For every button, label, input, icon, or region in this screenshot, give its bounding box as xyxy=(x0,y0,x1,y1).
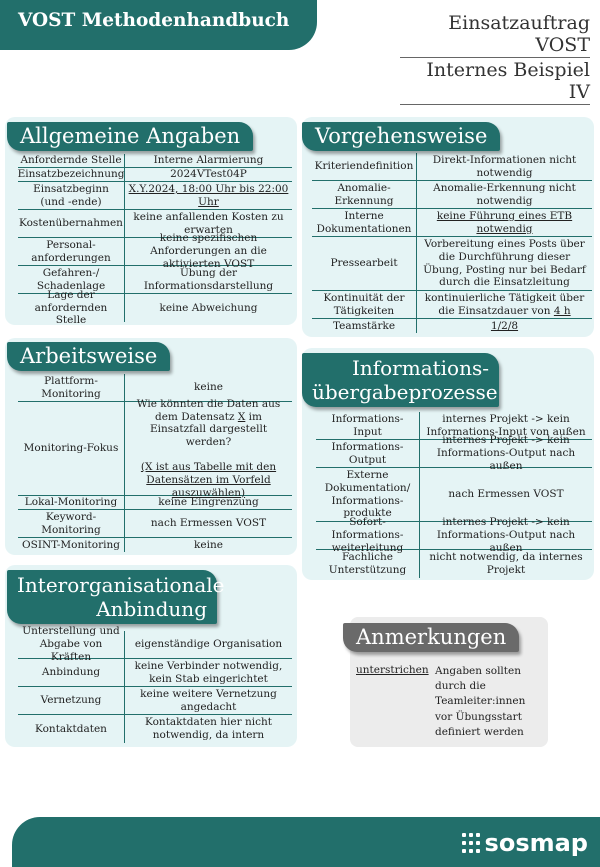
focus-text-b: im Einsatzfall dargestellt werden? xyxy=(149,410,268,449)
row-label: Anbindung xyxy=(18,659,125,686)
table-row xyxy=(18,182,292,210)
row-label: Fachliche Unterstützung xyxy=(316,550,420,578)
table-row xyxy=(316,516,592,554)
table-row xyxy=(312,291,592,319)
interorganisationale-title-line1: Interorganisationale xyxy=(17,573,225,597)
row-label: Kontaktdaten xyxy=(18,715,125,743)
row-label: Informations-Input xyxy=(316,412,420,439)
table-row xyxy=(18,659,292,687)
row-label: Sofort-Informations-weiterleitung xyxy=(316,522,420,549)
row-value: Direkt-Informationen nicht notwendig xyxy=(432,153,577,179)
focus-dataset-x: X xyxy=(237,410,246,423)
table-row xyxy=(316,550,592,578)
informationsuebergabe-title-line2: übergabeprozesse xyxy=(312,380,498,404)
footer-bar xyxy=(12,817,600,867)
row-label: Kontinuität der Tätigkeiten xyxy=(312,291,417,318)
row-value: Anomalie-Erkennung nicht notwendig xyxy=(433,181,576,207)
row-label: Informations-Output xyxy=(316,440,420,467)
row-value: Übung der Informationsdarstellung xyxy=(143,266,274,292)
table-row xyxy=(316,468,592,522)
informationsuebergabe-title xyxy=(302,353,499,407)
vorgehensweise-table xyxy=(312,153,592,333)
anmerkungen-text: Angaben sollten durch die Teamleiter:innen vor Übungsstart definiert werden xyxy=(435,665,526,738)
row-value: keine xyxy=(194,381,223,394)
row-value: Interne Alarmierung xyxy=(153,154,264,167)
row-label: Lage der anfordernden Stelle xyxy=(18,294,125,322)
row-label: Lokal-Monitoring xyxy=(18,496,125,509)
brand-name: sosmap xyxy=(484,829,588,857)
informationsuebergabe-table xyxy=(316,412,592,578)
table-row xyxy=(312,319,592,333)
row-label: Unterstellung und Abgabe von Kräften xyxy=(18,631,125,658)
brand-logo xyxy=(460,829,588,857)
table-row xyxy=(18,510,292,538)
interorganisationale-title xyxy=(7,570,225,624)
table-row xyxy=(18,715,292,743)
row-value: nach Ermessen VOST xyxy=(448,488,564,501)
row-value: 2024VTest04P xyxy=(170,168,247,181)
row-value: nicht notwendig, da internes Projekt xyxy=(429,551,583,576)
row-value: internes Projekt -> kein Informations-Output nach außen xyxy=(436,516,576,554)
row-value: keine Führung eines ETB notwendig xyxy=(436,209,573,235)
row-label: Monitoring-Fokus xyxy=(18,402,125,495)
table-row xyxy=(316,434,592,472)
table-row xyxy=(18,538,292,552)
document-title xyxy=(400,12,590,105)
table-row xyxy=(312,153,592,181)
table-row xyxy=(312,181,592,209)
focus-note: (X ist aus Tabelle mit den Datensätzen im Vorfeld auszuwählen) xyxy=(140,460,277,499)
row-value: keine Eingrenzung xyxy=(158,496,259,509)
continuity-duration: 4 h xyxy=(553,304,571,317)
informationsuebergabe-title-line1: Informations- xyxy=(351,356,489,380)
row-label: Pressearbeit xyxy=(312,237,417,290)
row-label: Vernetzung xyxy=(18,687,125,714)
handbook-title: VOST Methodenhandbuch xyxy=(18,10,290,31)
row-label: Interne Dokumentationen xyxy=(312,209,417,236)
row-label: Externe Dokumentation/ Informations-produkte xyxy=(316,468,420,521)
row-value: eigenständige Organisation xyxy=(134,638,283,651)
row-label: Personal-anforderungen xyxy=(18,238,125,265)
row-label: Einsatzbezeichnung xyxy=(17,168,125,181)
header-bar xyxy=(0,0,317,50)
table-row xyxy=(18,496,292,510)
row-label: Kriteriendefinition xyxy=(312,153,417,180)
row-value: Vorbereitung eines Posts über die Durchführung dieser Übung, Posting nur bei Bedarf durch die Einsatzleitung xyxy=(423,237,586,289)
anmerkungen-key: unterstrichen xyxy=(356,664,429,676)
row-value: keine Abweichung xyxy=(159,301,258,314)
row-value: X.Y.2024, 18:00 Uhr bis 22:00 Uhr xyxy=(128,182,289,208)
row-label: Gefahren-/ Schadenlage xyxy=(18,266,125,293)
table-row xyxy=(312,237,592,291)
row-value: internes Projekt -> kein Informations-Output nach außen xyxy=(436,434,576,472)
table-row xyxy=(18,154,292,168)
row-value: nach Ermessen VOST xyxy=(150,517,267,530)
row-label: OSINT-Monitoring xyxy=(18,538,125,552)
vorgehensweise-title: Vorgehensweise xyxy=(302,122,500,151)
document-title-line2: Internes Beispiel IV xyxy=(400,59,590,105)
row-label: Plattform-Monitoring xyxy=(18,374,125,401)
document-title-line1: Einsatzauftrag VOST xyxy=(400,12,590,58)
arbeitsweise-table xyxy=(18,374,292,552)
interorganisationale-title-line2: Anbindung xyxy=(96,597,207,621)
allgemeine-angaben-title: Allgemeine Angaben xyxy=(7,122,253,151)
table-row xyxy=(18,397,292,499)
row-value xyxy=(125,397,292,501)
anmerkungen-title: Anmerkungen xyxy=(343,623,519,652)
table-row xyxy=(18,625,292,663)
row-label: Kostenübernahmen xyxy=(18,210,125,237)
interorganisationale-table xyxy=(18,625,292,743)
row-label: Anfordernde Stelle xyxy=(18,154,125,167)
row-value: 1/2/8 xyxy=(490,319,519,332)
row-value: keine xyxy=(194,538,223,551)
row-label: Teamstärke xyxy=(312,319,417,333)
row-label: Anomalie-Erkennung xyxy=(312,181,417,208)
table-row xyxy=(18,687,292,715)
allgemeine-angaben-table xyxy=(17,154,292,327)
table-row xyxy=(312,209,592,237)
focus-text-a: Wie könnten die Daten aus dem Datensatz xyxy=(136,397,281,423)
sosmap-logo-icon xyxy=(460,832,482,854)
row-label: Einsatzbeginn (und -ende) xyxy=(18,182,125,209)
arbeitsweise-title: Arbeitsweise xyxy=(7,342,170,371)
row-value: keine anfallenden Kosten zu erwarten xyxy=(133,210,284,236)
row-label: Keyword-Monitoring xyxy=(18,510,125,537)
row-value: internes Projekt -> kein Informations-Input von außen xyxy=(426,412,586,438)
table-row xyxy=(18,288,292,327)
row-value xyxy=(417,291,592,319)
row-value: keine weitere Vernetzung angedacht xyxy=(140,687,277,713)
row-value: Kontaktdaten hier nicht notwendig, da intern xyxy=(145,716,272,741)
continuity-text: kontinuierliche Tätigkeit über die Einsatzdauer von xyxy=(424,291,585,317)
table-row xyxy=(18,168,292,182)
row-value: keine Verbinder notwendig, kein Stab eingerichtet xyxy=(134,659,283,685)
table-row xyxy=(18,232,292,270)
row-value: keine spezifischen Anforderungen an die aktivierten VOST xyxy=(150,232,267,270)
